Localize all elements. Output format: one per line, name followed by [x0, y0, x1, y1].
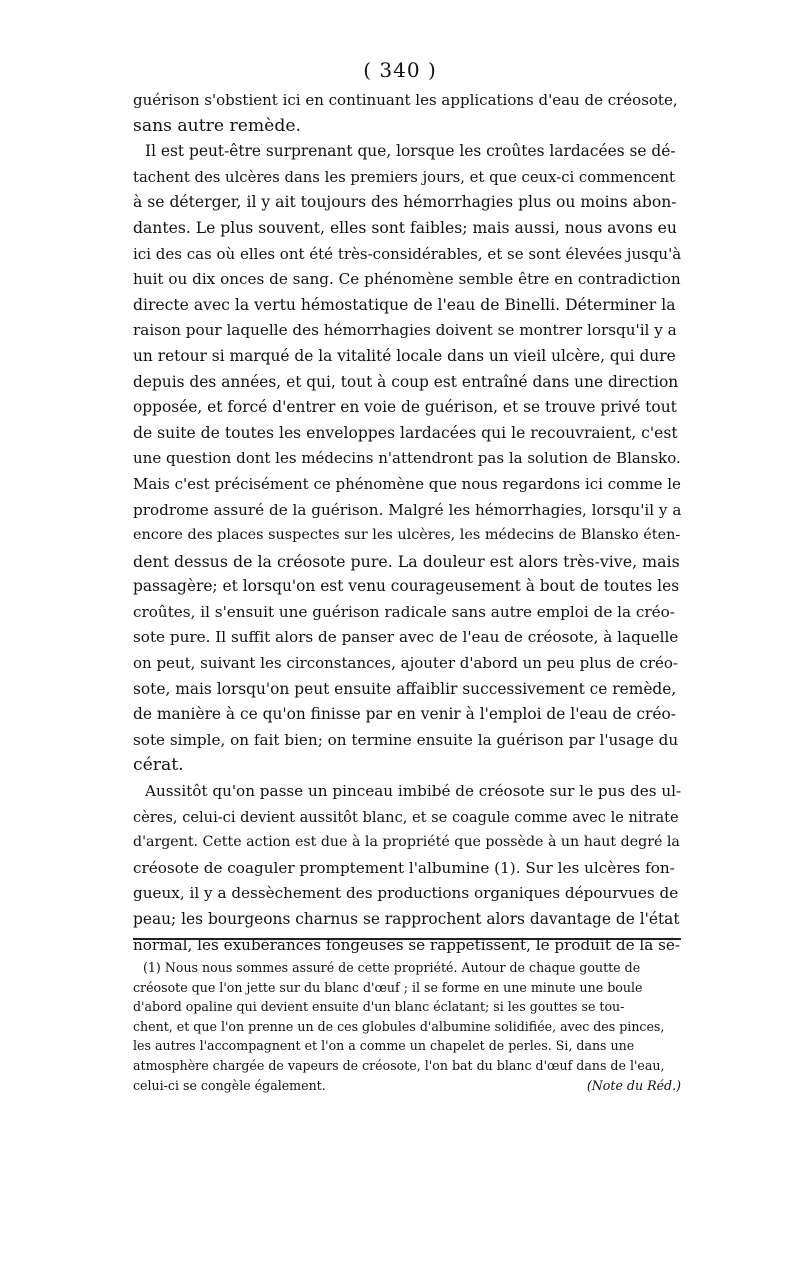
- text-line: normal, les exubérances fongeuses se rappetissent, le produit de la sé-: [133, 935, 681, 954]
- paragraph-start-line: Aussitôt qu'on passe un pinceau imbibé de créosote sur le pus des ul-: [145, 782, 682, 801]
- footnote-line: chent, et que l'on prenne un de ces globules d'albumine solidifiée, avec des pinces,: [133, 1018, 665, 1034]
- text-line: sote pure. Il suffit alors de panser avec de l'eau de créosote, à laquelle: [133, 628, 679, 647]
- text-line: on peut, suivant les circonstances, ajouter d'abord un peu plus de créo-: [133, 654, 678, 673]
- text-line: un retour si marqué de la vitalité locale dans un vieil ulcère, qui dure: [133, 346, 676, 365]
- text-line: directe avec la vertu hémostatique de l'eau de Binelli. Déterminer la: [133, 295, 676, 314]
- text-line: Mais c'est précisément ce phénomène que nous regardons ici comme le: [133, 474, 681, 493]
- footnote-line: atmosphère chargée de vapeurs de créosote, l'on bat du blanc d'œuf dans de l'eau,: [133, 1057, 665, 1073]
- text-line: d'argent. Cette action est due à la propriété que possède à un haut degré la: [133, 834, 680, 851]
- text-line: prodrome assuré de la guérison. Malgré les hémorrhagies, lorsqu'il y a: [133, 500, 682, 519]
- paragraph-start-line: Il est peut-être surprenant que, lorsque les croûtes lardacées se dé-: [145, 142, 676, 161]
- footnote-line: créosote que l'on jette sur du blanc d'œuf ; il se forme en une minute une boule: [133, 979, 643, 995]
- text-line: encore des places suspectes sur les ulcères, les médecins de Blansko éten-: [133, 527, 681, 544]
- text-line: huit ou dix onces de sang. Ce phénomène semble être en contradiction: [133, 270, 681, 289]
- page-number: ( 340 ): [363, 58, 437, 82]
- footnote-credit: (Note du Réd.): [586, 1077, 681, 1093]
- footnote-rule: [133, 938, 681, 940]
- text-line: dent dessus de la créosote pure. La douleur est alors très-vive, mais: [133, 551, 680, 571]
- text-line: cérat.: [133, 755, 184, 776]
- text-line: depuis des années, et qui, tout à coup est entraîné dans une direction: [133, 372, 679, 391]
- text-line: opposée, et forcé d'entrer en voie de guérison, et se trouve privé tout: [133, 398, 677, 417]
- footnote-line: celui-ci se congèle également.: [133, 1077, 326, 1093]
- text-line: raison pour laquelle des hémorrhagies doivent se montrer lorsqu'il y a: [133, 321, 677, 340]
- text-line: une question dont les médecins n'attendront pas la solution de Blansko.: [133, 449, 681, 468]
- footnote-line: les autres l'accompagnent et l'on a comme un chapelet de perles. Si, dans une: [133, 1038, 635, 1054]
- text-line: guérison s'obstient ici en continuant les applications d'eau de créosote,: [133, 91, 678, 109]
- text-line: gueux, il y a dessèchement des productions organiques dépourvues de: [133, 884, 679, 903]
- text-line: de manière à ce qu'on finisse par en venir à l'emploi de l'eau de créo-: [133, 705, 676, 724]
- footnote-line: d'abord opaline qui devient ensuite d'un blanc éclatant; si les gouttes se tou-: [133, 999, 625, 1015]
- text-line: créosote de coaguler promptement l'albumine (1). Sur les ulcères fon-: [133, 858, 675, 877]
- text-line: sote simple, on fait bien; on termine ensuite la guérison par l'usage du: [133, 730, 679, 749]
- text-line: sote, mais lorsqu'on peut ensuite affaiblir successivement ce remède,: [133, 679, 677, 698]
- body-text: [133, 88, 681, 958]
- text-line: peau; les bourgeons charnus se rapprochent alors davantage de l'état: [133, 910, 680, 928]
- text-line: de suite de toutes les enveloppes lardacées qui le recouvraient, c'est: [133, 423, 678, 442]
- text-line: tachent des ulcères dans les premiers jours, et que ceux-ci commencent: [133, 168, 675, 186]
- text-line: à se déterger, il y ait toujours des hémorrhagies plus ou moins abon-: [133, 193, 677, 212]
- footnote-last-line: [133, 1076, 681, 1096]
- text-line: cères, celui-ci devient aussitôt blanc, et se coagule comme avec le nitrate: [133, 808, 679, 826]
- text-line: ici des cas où elles ont été très-considérables, et se sont élevées jusqu'à: [133, 244, 682, 263]
- footnote-line: (1) Nous nous sommes assuré de cette propriété. Autour de chaque goutte de: [143, 960, 641, 975]
- footnote: [133, 958, 681, 1095]
- text-line: dantes. Le plus souvent, elles sont faibles; mais aussi, nous avons eu: [133, 218, 677, 237]
- text-line: passagère; et lorsqu'on est venu courageusement à bout de toutes les: [133, 577, 680, 596]
- text-line: sans autre remède.: [133, 115, 301, 136]
- text-line: croûtes, il s'ensuit une guérison radicale sans autre emploi de la créo-: [133, 602, 675, 621]
